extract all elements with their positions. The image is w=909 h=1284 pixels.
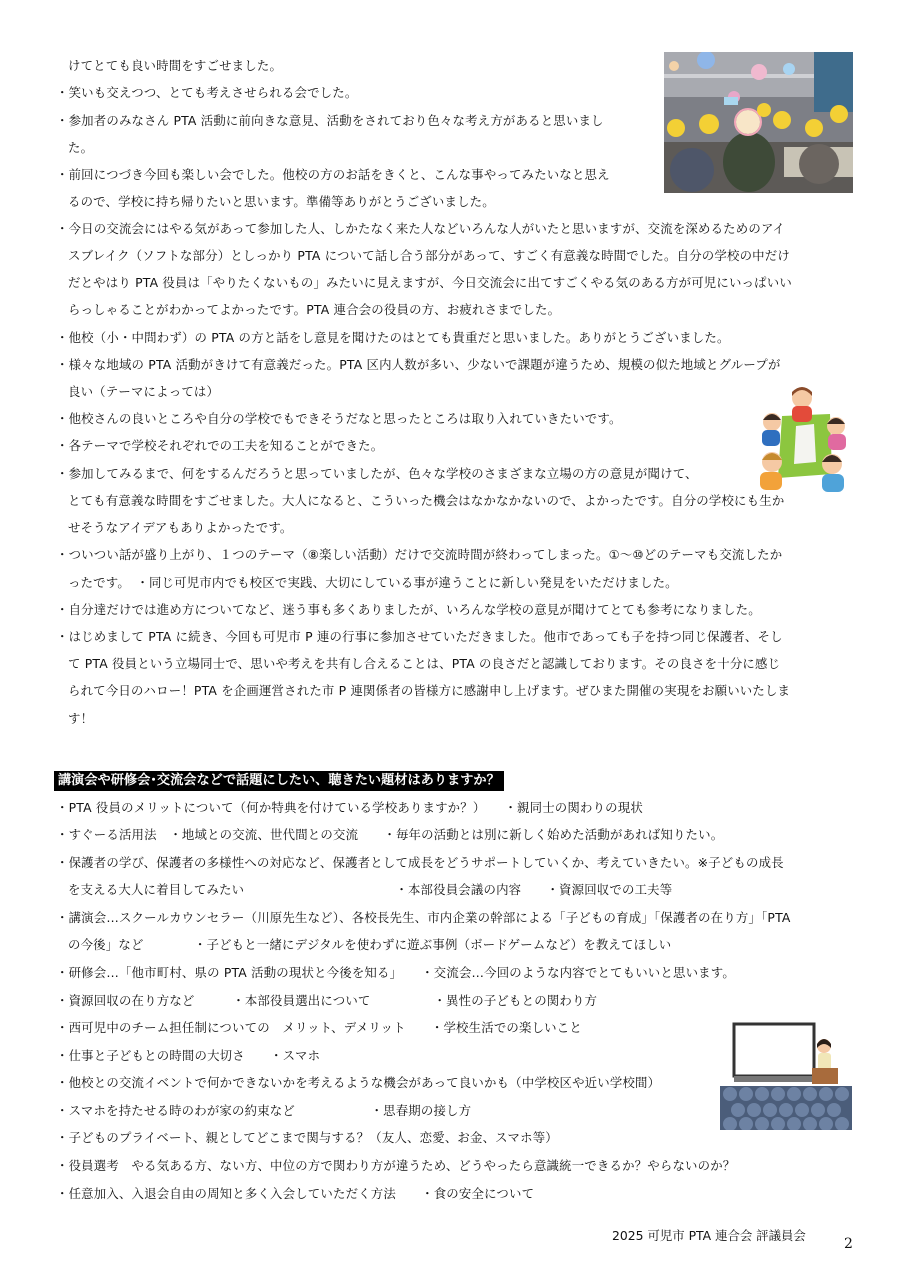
feedback-line: けてとても良い時間をすごせました。 bbox=[68, 58, 283, 73]
footer-text: 2025 可児市 PTA 連合会 評議員会 bbox=[612, 1228, 806, 1243]
feedback-line: るので、学校に持ち帰りたいと思います。準備等ありがとうございました。 bbox=[68, 194, 495, 209]
topic-line: の今後」など ・子どもと一緒にデジタルを使わずに遊ぶ事例（ボードゲームなど）を教えてほしい bbox=[68, 937, 672, 952]
event-photo bbox=[664, 52, 853, 193]
topic-line: ・西可児中のチーム担任制についての メリット、デメリット ・学校生活での楽しいこと bbox=[56, 1020, 582, 1035]
feedback-line: 良い（テーマによっては） bbox=[68, 384, 220, 399]
topic-line: ・子どものプライベート、親としてどこまで関与する？（友人、恋愛、お金、スマホ等） bbox=[56, 1130, 558, 1145]
feedback-line: ・はじめまして PTA に続き、今回も可児市 P 連の行事に参加させていただきました。他市であっても子を持つ同じ保護者、そし bbox=[56, 629, 783, 644]
feedback-line: られて今日のハロー！PTA を企画運営された市 P 連関係者の皆様方に感謝申し上げます。ぜひまた開催の実現をお願いいたしま bbox=[68, 683, 791, 698]
page-number: 2 bbox=[844, 1236, 853, 1252]
feedback-line: ・笑いも交えつつ、とても考えさせられる会でした。 bbox=[56, 85, 358, 100]
feedback-line: ・自分達だけでは進め方についてなど、迷う事も多くありましたが、いろんな学校の意見が聞けてとても参考になりました。 bbox=[56, 602, 761, 617]
feedback-line: ・今日の交流会にはやる気があって参加した人、しかたなく来た人などいろんな人がいたと思いますが、交流を深めるためのアイ bbox=[56, 221, 786, 236]
topic-line: ・保護者の学び、保護者の多様性への対応など、保護者として成長をどうサポートしていくか、考えていきたい。※子どもの成長 bbox=[56, 855, 784, 870]
feedback-line: ったです。 ・同じ可児市内でも校区で実践、大切にしている事が違うことに新しい発見をいただけました。 bbox=[68, 575, 678, 590]
topic-line: ・研修会…「他市町村、県の PTA 活動の現状と今後を知る」 ・交流会…今回のような内容でとてもいいと思います。 bbox=[56, 965, 735, 980]
feedback-line: ・参加者のみなさん PTA 活動に前向きな意見、活動をされており色々な考え方があると思いまし bbox=[56, 113, 604, 128]
section-heading: 講演会や研修会･交流会などで話題にしたい、聴きたい題材はありますか？ bbox=[54, 771, 504, 791]
feedback-line: ・他校（小・中問わず）の PTA の方と話をし意見を聞けたのはとても貴重だと思いました。ありがとうございました。 bbox=[56, 330, 730, 345]
feedback-line: ・各テーマで学校それぞれでの工夫を知ることができた。 bbox=[56, 438, 384, 453]
topic-line: ・すぐーる活用法 ・地域との交流、世代間との交流 ・毎年の活動とは別に新しく始めた活動があれば知りたい。 bbox=[56, 827, 724, 842]
topic-line: を支える大人に着目してみたい ・本部役員会議の内容 ・資源回収での工夫等 bbox=[68, 882, 673, 897]
feedback-line: スブレイク（ソフトな部分）としっかり PTA について話し合う部分があって、すごく有意義な時間でした。自分の学校の中だけ bbox=[68, 248, 790, 263]
topic-line: ・スマホを持たせる時のわが家の約束など ・思春期の接し方 bbox=[56, 1103, 472, 1118]
topic-line: ・資源回収の在り方など ・本部役員選出について ・異性の子どもとの関わり方 bbox=[56, 993, 598, 1008]
group-discussion-illustration bbox=[752, 386, 852, 492]
feedback-line: て PTA 役員という立場同士で、思いや考えを共有し合えることは、PTA の良さだと認識しております。その良さを十分に感じ bbox=[68, 656, 781, 671]
feedback-line: だとやはり PTA 役員は「やりたくないもの」みたいに見えますが、今日交流会に出てすごくやる気のある方が可児にいっぱいい bbox=[68, 275, 792, 290]
feedback-line: ・前回につづき今回も楽しい会でした。他校の方のお話をきくと、こんな事やってみたいなと思え bbox=[56, 167, 610, 182]
topic-line: ・役員選考 やる気ある方、ない方、中位の方で関わり方が違うため、どうやったら意識統一できるか？やらないのか？ bbox=[56, 1158, 736, 1173]
feedback-line: す！ bbox=[68, 711, 94, 726]
topic-line: ・他校との交流イベントで何かできないかを考えるような機会があって良いかも（中学校区や近い学校間） bbox=[56, 1075, 661, 1090]
feedback-line: とても有意義な時間をすごせました。大人になると、こういった機会はなかなかないので、よかったです。自分の学校にも生か bbox=[68, 493, 785, 508]
topic-line: ・講演会…スクールカウンセラー（川原先生など）、各校長先生、市内企業の幹部による「子どもの育成」「保護者の在り方」「PTA bbox=[56, 910, 791, 925]
feedback-line: ・ついつい話が盛り上がり、１つのテーマ（⑧楽しい活動）だけで交流時間が終わってしまった。①～⑩どのテーマも交流したか bbox=[56, 547, 783, 562]
feedback-line: せそうなアイデアもありよかったです。 bbox=[68, 520, 293, 535]
topic-line: ・仕事と子どもとの時間の大切さ ・スマホ bbox=[56, 1048, 321, 1063]
feedback-line: た。 bbox=[68, 140, 94, 155]
topic-line: ・PTA 役員のメリットについて（何か特典を付けている学校ありますか？） ・親同士の関わりの現状 bbox=[56, 800, 643, 815]
feedback-line: ・他校さんの良いところや自分の学校でもできそうだなと思ったところは取り入れていきたいです。 bbox=[56, 411, 622, 426]
topic-line: ・任意加入、入退会自由の周知と多く入会していただく方法 ・食の安全について bbox=[56, 1186, 535, 1201]
feedback-line: ・参加してみるまで、何をするんだろうと思っていましたが、色々な学校のさまざまな立場の方の意見が聞けて、 bbox=[56, 466, 698, 481]
feedback-line: ・様々な地域の PTA 活動がきけて有意義だった。PTA 区内人数が多い、少ないで課題が違うため、規模の似た地域とグループが bbox=[56, 357, 781, 372]
lecture-illustration bbox=[720, 1022, 852, 1130]
feedback-line: らっしゃることがわかってよかったです。PTA 連合会の役員の方、お疲れさまでした。 bbox=[68, 302, 561, 317]
